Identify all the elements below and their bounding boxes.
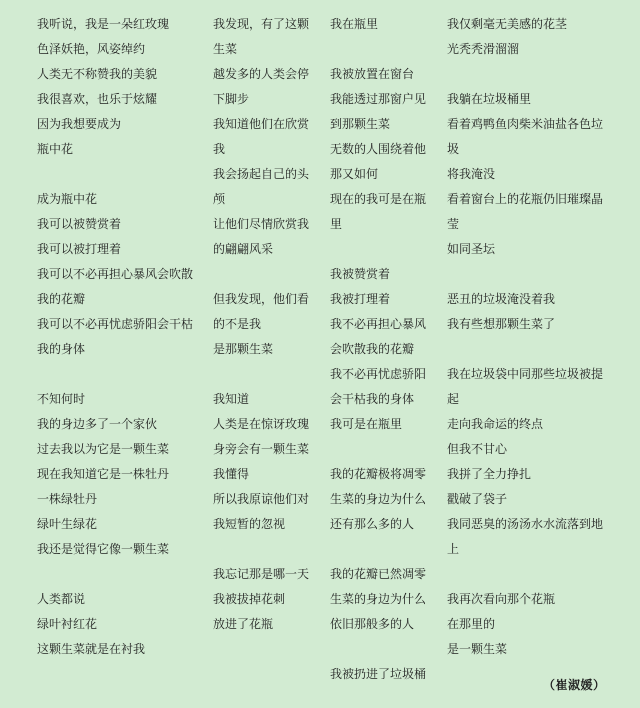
poem-line: 恶丑的垃圾淹没着我 (447, 292, 556, 306)
poem-line: 我被打理着 (330, 292, 391, 306)
poem-line: 会吹散我的花瓣 (330, 342, 415, 356)
poem-line: 我可以被打理着 (37, 242, 122, 256)
poem-line: 身旁会有一颗生菜 (213, 442, 310, 456)
poem-line: 我拼了全力挣扎 (447, 467, 532, 481)
poem-line: 我在瓶里 (330, 17, 379, 31)
poem-line: 是那颗生菜 (213, 342, 274, 356)
poem-line: 我不必再忧虑骄阳 (330, 367, 426, 381)
poem-line: 莹 (447, 217, 460, 231)
poem-line: 我躺在垃圾桶里 (447, 92, 532, 106)
poem-line: 上 (447, 542, 460, 556)
poem-line: 一株绿牡丹 (37, 492, 98, 506)
poem-line: 我被赞赏着 (330, 267, 391, 281)
stanza-break (447, 262, 605, 287)
stanza-break (330, 37, 426, 62)
poem-line: 到那颗生菜 (330, 117, 391, 131)
poem-line: 人类都说 (37, 592, 86, 606)
poem-column-3 (330, 12, 426, 687)
poem-line: 里 (330, 217, 343, 231)
poem-line: 但我不甘心 (447, 442, 508, 456)
poem-line: 色泽妖艳，风姿绰约 (37, 42, 146, 56)
poem-line: 过去我以为它是一颗生菜 (37, 442, 170, 456)
poem-line: 走向我命运的终点 (447, 417, 544, 431)
poem-line: 会干枯我的身体 (330, 392, 415, 406)
poem-line: 生菜的身边为什么 (330, 492, 426, 506)
poem-line: 还有那么多的人 (330, 517, 415, 531)
poem-line: 我仅剩毫无美感的花茎 (447, 17, 568, 31)
poem-line: 我知道他们在欣赏 (213, 117, 310, 131)
poem-line: 我会扬起自己的头 (213, 167, 310, 181)
poem-line: 我的身边多了一个家伙 (37, 417, 158, 431)
poem-line: 我能透过那窗户见 (330, 92, 426, 106)
poem-line: 我有些想那颗生菜了 (447, 317, 556, 331)
poem-line: 我听说，我是一朵红玫瑰 (37, 17, 170, 31)
stanza-break (447, 562, 605, 587)
poem-line: 我可以被赞赏着 (37, 217, 122, 231)
poem-line: 越发多的人类会停 (213, 67, 310, 81)
poem-line: 我忘记那是哪一天 (213, 567, 310, 581)
poem-line: 如同圣坛 (447, 242, 496, 256)
stanza-break (447, 337, 605, 362)
poem-line: 我短暂的忽视 (213, 517, 286, 531)
poem-line: 圾 (447, 142, 460, 156)
poem-line: 是一颗生菜 (447, 642, 508, 656)
poem-line: 那又如何 (330, 167, 379, 181)
poem-line: 我发现，有了这颗 (213, 17, 310, 31)
poem-line: 我可以不必再担心暴风会吹散 (37, 267, 194, 281)
stanza-break (213, 362, 313, 387)
poem-column-2 (213, 12, 313, 637)
poem-line: 绿叶衬红花 (37, 617, 98, 631)
stanza-break (37, 162, 202, 187)
stanza-break (213, 262, 313, 287)
stanza-break (330, 537, 426, 562)
poem-line: 我被放置在窗台 (330, 67, 415, 81)
poem-line: 放进了花瓶 (213, 617, 274, 631)
poem-line: 我在垃圾袋中同那些垃圾被提 (447, 367, 604, 381)
poem-line: 的不是我 (213, 317, 262, 331)
poem-line: 我懂得 (213, 467, 250, 481)
poem-line: 下脚步 (213, 92, 250, 106)
poem-line: 我 (213, 142, 226, 156)
poem-line: 我的花瓣已然凋零 (330, 567, 426, 581)
poem-line: 将我淹没 (447, 167, 496, 181)
stanza-break (37, 562, 202, 587)
poem-line: 光秃秃滑溜溜 (447, 42, 520, 56)
stanza-break (213, 537, 313, 562)
poem-line: 在那里的 (447, 617, 496, 631)
poem-line: 我再次看向那个花瓶 (447, 592, 556, 606)
poem-line: 我被拔掉花刺 (213, 592, 286, 606)
poem-line: 我可以不必再忧虑骄阳会干枯 (37, 317, 194, 331)
poem-line: 我知道 (213, 392, 250, 406)
poem-line: 现在的我可是在瓶 (330, 192, 426, 206)
poem-line: 人类无不称赞我的美貌 (37, 67, 158, 81)
poem-line: 我不必再担心暴风 (330, 317, 426, 331)
poem-line: 看着鸡鸭鱼肉柴米油盐各色垃 (447, 117, 604, 131)
poem-line: 人类是在惊讶玫瑰 (213, 417, 310, 431)
poem-line: 绿叶生绿花 (37, 517, 98, 531)
poem-line: 这颗生菜就是在衬我 (37, 642, 146, 656)
poem-column-1 (37, 12, 202, 662)
poem-line: 现在我知道它是一株牡丹 (37, 467, 170, 481)
poem-line: 我被扔进了垃圾桶 (330, 667, 426, 681)
poem-line: 的翩翩风采 (213, 242, 274, 256)
poem-line: 生菜 (213, 42, 238, 56)
poem-line: 我很喜欢，也乐于炫耀 (37, 92, 158, 106)
stanza-break (330, 437, 426, 462)
poem-line: 但我发现，他们看 (213, 292, 310, 306)
poem-line: 我还是觉得它像一颗生菜 (37, 542, 170, 556)
poem-line: 我可是在瓶里 (330, 417, 403, 431)
stanza-break (330, 637, 426, 662)
poem-line: 起 (447, 392, 460, 406)
poem-line: 所以我原谅他们对 (213, 492, 310, 506)
poem-line: 我同恶臭的汤汤水水流落到地 (447, 517, 604, 531)
poem-line: 依旧那般多的人 (330, 617, 415, 631)
poem-line: 戳破了袋子 (447, 492, 508, 506)
poem-line: 让他们尽情欣赏我 (213, 217, 310, 231)
poem-column-4 (447, 12, 605, 662)
poem-line: 颅 (213, 192, 226, 206)
poem-line: 我的花瓣极将凋零 (330, 467, 426, 481)
poem-line: 生菜的身边为什么 (330, 592, 426, 606)
poem-line: 因为我想要成为 (37, 117, 122, 131)
poem-line: 看着窗台上的花瓶仍旧璀璨晶 (447, 192, 604, 206)
poem-line: 不知何时 (37, 392, 86, 406)
poem-line: 瓶中花 (37, 142, 74, 156)
stanza-break (330, 237, 426, 262)
poem-line: 我的身体 (37, 342, 86, 356)
poem-line: 我的花瓣 (37, 292, 86, 306)
poem-line: 成为瓶中花 (37, 192, 98, 206)
stanza-break (37, 362, 202, 387)
poem-line: 无数的人围绕着他 (330, 142, 426, 156)
stanza-break (447, 62, 605, 87)
author-name: （崔淑媛） (543, 678, 606, 692)
